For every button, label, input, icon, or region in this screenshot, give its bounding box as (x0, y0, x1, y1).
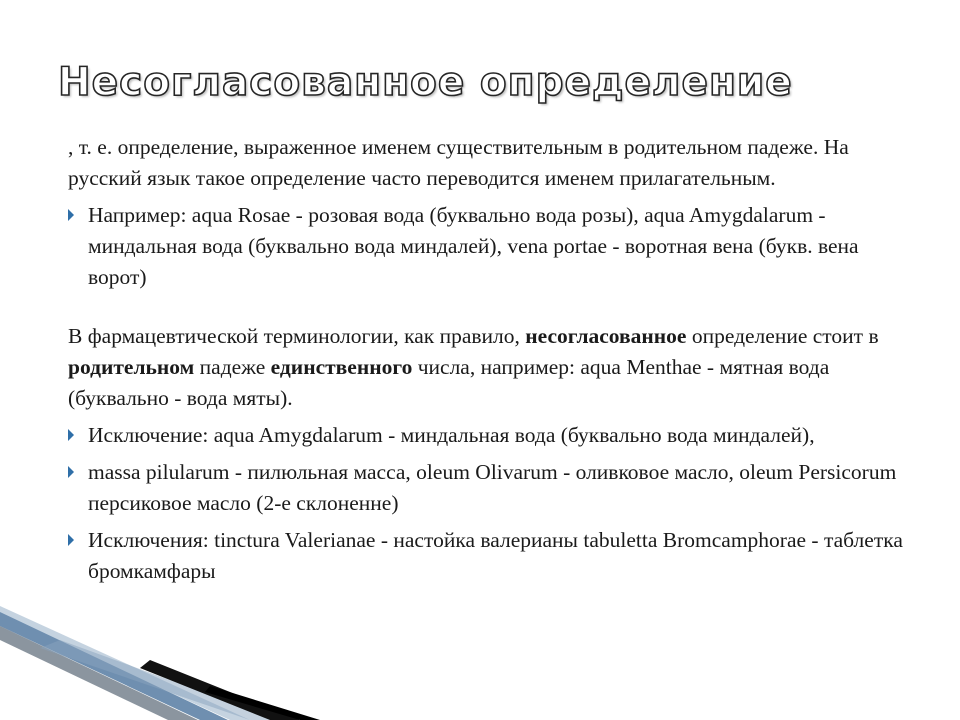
slide-body (68, 132, 908, 593)
bullet-item-example (68, 200, 908, 293)
bold-term: несогласованное (525, 324, 687, 348)
intro-paragraph: , т. е. определение, выраженное именем существительным в родительном падеже. На русский язык такое определение часто переводится именем прилагательным. (68, 135, 849, 190)
bullet-item-massa (68, 457, 908, 519)
bold-term: родительном (68, 355, 195, 379)
bullet-text: Исключение: aqua Amygdalarum - миндальная вода (буквально вода миндалей), (88, 423, 815, 447)
bold-term: единственного (270, 355, 413, 379)
text-run: В фармацевтической терминологии, как правило, (68, 324, 526, 348)
bullet-text: massa pilularum - пилюльная масса, oleum Olivarum - оливковое масло, oleum Persicorum персиковое масло (2-е склоненне) (88, 460, 897, 515)
pharma-paragraph (68, 321, 908, 414)
bullet-triangle-icon (68, 209, 74, 221)
text-run: определение стоит в (686, 324, 879, 348)
bullet-text: Исключения: tinctura Valerianae - настойка валерианы tabuletta Bromcamphorae - таблетка бромкамфары (88, 528, 903, 583)
text-run: числа, например: aqua Menthae - мятная вода (буквально - вода мяты). (68, 355, 830, 410)
slide-title: Несогласованное определение (58, 60, 793, 105)
bullet-item-exception (68, 420, 908, 451)
bullet-triangle-icon (68, 534, 74, 546)
bullet-text: Например: aqua Rosae - розовая вода (буквально вода розы), aqua Amygdalarum - миндальная вода (буквально вода миндалей), vena portae - воротная вена (букв. вена ворот) (88, 203, 859, 289)
bullet-triangle-icon (68, 466, 74, 478)
text-run: падеже (194, 355, 271, 379)
bullet-item-exceptions (68, 525, 908, 587)
bullet-triangle-icon (68, 429, 74, 441)
